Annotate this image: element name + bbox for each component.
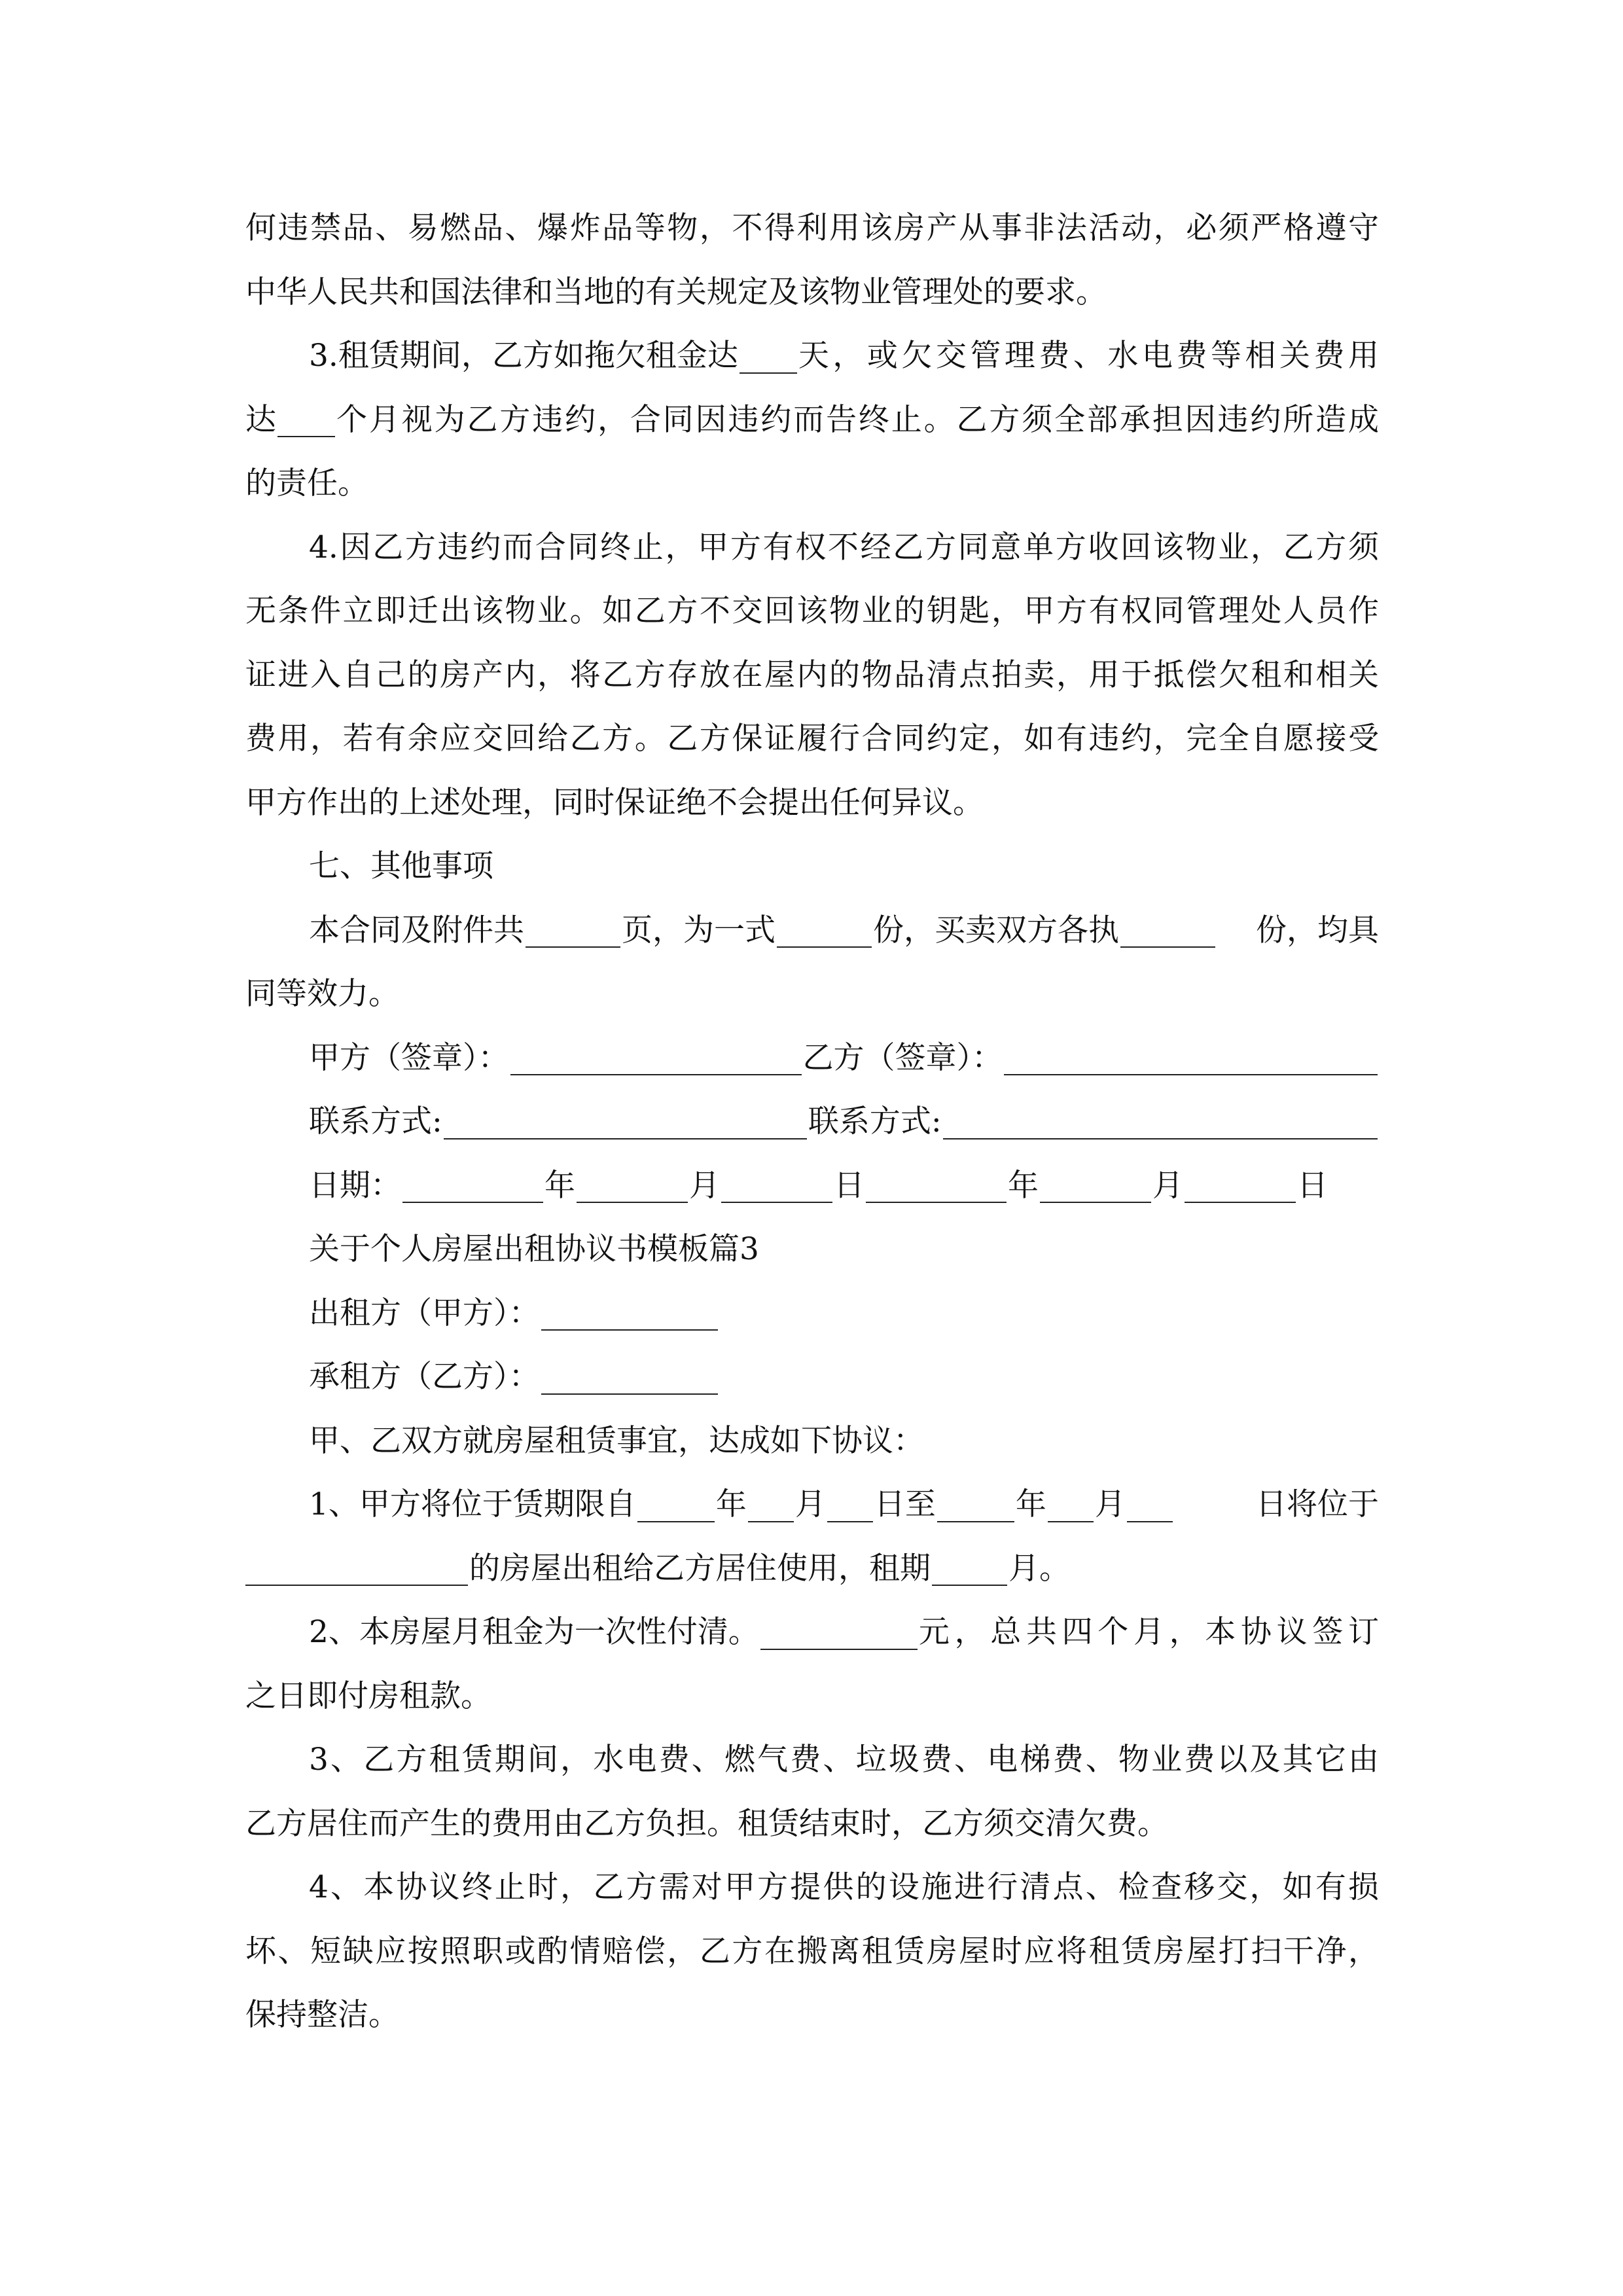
template-3-title: 关于个人房屋出租协议书模板篇3 [309, 1231, 759, 1267]
party-b-sign-label: 乙方（签章）： [802, 1039, 1003, 1076]
end-year-field[interactable] [937, 1492, 1014, 1522]
text-line: 证进入自己的房产内，将乙方存放在屋内的物品清点拍卖，用于抵偿欠租和相关 [245, 656, 1379, 693]
text-line: 中华人民共和国法律和当地的有关规定及该物业管理处的要求。 [245, 274, 1107, 310]
clause-3-line-1 [245, 324, 1379, 388]
section-heading: 七、其他事项 [309, 848, 493, 884]
text-segment: 份，买卖双方各执 [873, 912, 1119, 948]
lessor-row [245, 1282, 1379, 1346]
text-line: 甲方作出的上述处理，同时保证绝不会提出任何异议。 [245, 784, 984, 821]
text-line: 坏、短缺应按照职或酌情赔偿，乙方在搬离租赁房屋时应将租赁房屋打扫干净， [245, 1933, 1379, 1969]
text-line: 之日即付房租款。 [245, 1677, 491, 1714]
text-segment: 日将位于 [1256, 1486, 1379, 1522]
signature-row [245, 1026, 1379, 1090]
fill-blank-copies[interactable] [777, 918, 872, 948]
text-line: 同等效力。 [245, 976, 399, 1012]
text-segment: 本合同及附件共 [309, 912, 524, 948]
text-line: 何违禁品、易燃品、爆炸品等物，不得利用该房产从事非法活动，必须严格遵守 [245, 210, 1379, 246]
party-b-contact-label: 联系方式: [808, 1103, 942, 1139]
text-segment: 天，或欠交管理费、水电费等相关费用 [798, 338, 1379, 374]
date-label: 日期： [309, 1167, 401, 1204]
year-label: 年 [1008, 1167, 1039, 1204]
fill-blank-each-copies[interactable] [1120, 918, 1215, 948]
text-line: 保持整洁。 [245, 1997, 399, 2033]
start-year-field[interactable] [637, 1492, 715, 1522]
text-line: 3、乙方租赁期间，水电费、燃气费、垃圾费、电梯费、物业费以及其它由 [309, 1742, 1379, 1778]
text-line: 的责任。 [245, 465, 368, 501]
text-segment: 2、本房屋月租金为一次性付清。 [309, 1614, 759, 1650]
date-row [245, 1154, 1379, 1218]
contact-row [245, 1090, 1379, 1154]
fill-blank-days[interactable] [740, 344, 797, 374]
party-a-sign-field[interactable] [510, 1045, 802, 1075]
section-7-line-1 [245, 899, 1379, 963]
start-day-field[interactable] [827, 1492, 873, 1522]
party-a-sign-label: 甲方（签章）： [309, 1039, 509, 1076]
text-segment: 份，均具 [1256, 912, 1379, 948]
text-line: 4、本协议终止时，乙方需对甲方提供的设施进行清点、检查移交，如有损 [309, 1869, 1379, 1905]
year-label: 年 [1015, 1486, 1046, 1522]
fill-blank-months[interactable] [277, 407, 335, 437]
clause-3-line-2 [245, 388, 1379, 452]
lessor-label: 出租方（甲方）： [309, 1295, 540, 1331]
party-a-contact-label: 联系方式: [309, 1103, 442, 1139]
text-segment: 个月视为乙方违约，合同因违约而告终止。乙方须全部承担因违约所造成 [336, 401, 1379, 438]
text-segment: 月。 [1008, 1550, 1070, 1587]
year-label: 年 [544, 1167, 575, 1204]
fill-blank-pages[interactable] [526, 918, 620, 948]
month-label: 月 [1152, 1167, 1183, 1204]
month-label: 月 [794, 1486, 826, 1522]
lessee-row [245, 1345, 1379, 1409]
month-label: 月 [689, 1167, 720, 1204]
date-b-year-field[interactable] [866, 1173, 1007, 1203]
property-address-field[interactable] [245, 1556, 468, 1586]
year-label: 年 [715, 1486, 747, 1522]
start-month-field[interactable] [748, 1492, 794, 1522]
end-month-field[interactable] [1048, 1492, 1094, 1522]
end-day-field[interactable] [1127, 1492, 1173, 1522]
text-segment: 达 [245, 401, 276, 438]
rent-amount-field[interactable] [760, 1620, 918, 1650]
text-segment: 元，总共四个月，本协议签订 [918, 1614, 1379, 1650]
day-label: 日 [834, 1167, 865, 1204]
month-label: 月 [1094, 1486, 1126, 1522]
date-a-day-field[interactable] [721, 1173, 832, 1203]
party-b-sign-field[interactable] [1004, 1045, 1378, 1075]
text-segment: 的房屋出租给乙方居住使用，租期 [469, 1550, 931, 1587]
text-line: 甲、乙双方就房屋租赁事宜，达成如下协议： [309, 1422, 924, 1459]
text-line: 4.因乙方违约而合同终止，甲方有权不经乙方同意单方收回该物业，乙方须 [309, 529, 1379, 565]
text-segment: 3.租赁期间，乙方如拖欠租金达 [309, 338, 738, 374]
text-line: 无条件立即迁出该物业。如乙方不交回该物业的钥匙，甲方有权同管理处人员作 [245, 593, 1379, 629]
date-a-year-field[interactable] [402, 1173, 543, 1203]
text-line: 费用，若有余应交回给乙方。乙方保证履行合同约定，如有违约，完全自愿接受 [245, 721, 1379, 757]
lessee-label: 承租方（乙方）： [309, 1359, 540, 1395]
item-1-line-1 [245, 1473, 1379, 1537]
item-1-line-2 [245, 1537, 1379, 1601]
date-b-month-field[interactable] [1040, 1173, 1151, 1203]
day-label: 日 [1297, 1167, 1328, 1204]
lessor-field[interactable] [541, 1300, 718, 1331]
party-b-contact-field[interactable] [943, 1109, 1378, 1139]
date-b-day-field[interactable] [1185, 1173, 1296, 1203]
text-segment: 1、甲方将位于赁期限自 [309, 1486, 636, 1522]
lessee-field[interactable] [541, 1365, 718, 1395]
text-line: 乙方居住而产生的费用由乙方负担。租赁结束时，乙方须交清欠费。 [245, 1805, 1168, 1842]
date-a-month-field[interactable] [577, 1173, 688, 1203]
text-segment: 页，为一式 [622, 912, 776, 948]
document-body [245, 196, 1379, 2047]
text-segment: 日至 [874, 1486, 936, 1522]
lease-term-field[interactable] [932, 1556, 1007, 1586]
party-a-contact-field[interactable] [444, 1109, 807, 1139]
item-2-line-1 [245, 1600, 1379, 1664]
